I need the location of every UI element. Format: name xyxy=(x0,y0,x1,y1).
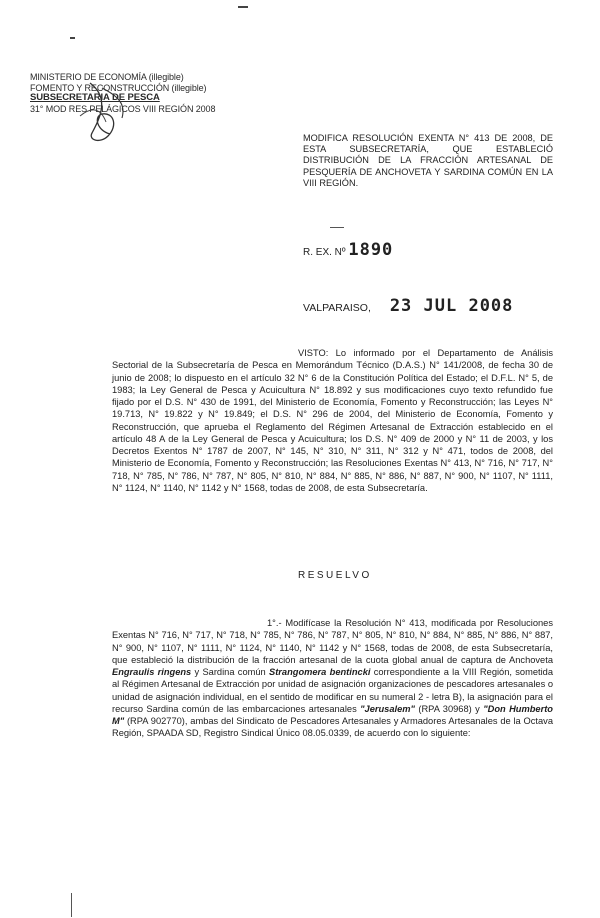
subject-block: MODIFICA RESOLUCIÓN EXENTA N° 413 DE 2008, DE ESTA SUBSECRETARÍA, QUE ESTABLECIÓ DISTRIBUCIÓN DE LA FRACCIÓN ARTESANAL DE PESQUERÍA DE ANCHOVETA Y SARDINA COMÚN EN LA VIII REGIÓN. xyxy=(303,133,553,188)
scan-mark xyxy=(330,227,344,228)
vessel-name: "Don Humberto M" xyxy=(112,703,553,726)
resuelvo-heading: RESUELVO xyxy=(298,570,372,581)
article-text-segment: 1°.- Modifícase la Resolución N° 413, modificada por Resoluciones Exentas N° 716, N° 717, N° 718, N° 785, N° 786, N° 787, N° 805, N° 810, N° 884, N° 885, N° 886, N° 887, N° 900, N° 1107, N° 1111, N° 1124, N° 1140, N° 1142 y N° 1568, todas de 2008, de esta Subsecretaría, que estableció la distribución de la fracción artesanal de la cuota global anual de captura de Anchoveta xyxy=(112,618,553,665)
article-text-segment: (RPA 902770), ambas del Sindicato de Pescadores Artesanales y Armadores Artesanales de la Octava Región, SPAADA SD, Registro Sindical Único 08.05.0339, de acuerdo con lo siguiente: xyxy=(112,716,553,739)
scan-edge-mark xyxy=(71,893,72,917)
scan-mark xyxy=(70,37,75,39)
stamp-line-fomento: FOMENTO Y RECONSTRUCCIÓN (illegible) xyxy=(30,82,207,93)
article-text-segment: correspondiente a la VIII Región, sometida al Régimen Artesanal de Extracción por unidad de asignación organizaciones de pescadores artesanales o unidad de asignación individual, en el sentido de modificar en su numeral 2 - letra B), la asignación para el recurso Sardina común de las embarcaciones artesanales xyxy=(112,667,553,714)
vessel-name: "Jerusalem" xyxy=(360,703,415,714)
resolution-stamp-number: 1890 xyxy=(348,240,394,260)
place-date xyxy=(303,296,513,316)
date-stamp: 23 JUL 2008 xyxy=(389,296,514,316)
stamp-line-subsecretaria: SUBSECRETARIA DE PESCA xyxy=(30,92,160,103)
stamp-line-reference: 31° MOD RES PELÁGICOS VIII REGIÓN 2008 xyxy=(30,103,216,114)
signature-icon xyxy=(70,78,160,153)
visto-paragraph xyxy=(112,347,553,494)
resolution-label: R. EX. Nº xyxy=(303,247,346,258)
place: VALPARAISO, xyxy=(303,302,371,314)
article-text-segment: (RPA 30968) y xyxy=(414,703,484,714)
article-1-text xyxy=(112,617,553,740)
resolution-number xyxy=(303,240,393,260)
article-text-segment: y Sardina común xyxy=(191,667,269,677)
scan-mark xyxy=(238,6,248,8)
stamp-line-ministry: MINISTERIO DE ECONOMÍA (illegible) xyxy=(30,72,184,82)
species-name: Engraulis ringens xyxy=(112,667,192,677)
article-1 xyxy=(112,617,553,740)
visto-text: VISTO: Lo informado por el Departamento de Análisis Sectorial de la Subsecretaría de Pesca en Memorándum Técnico (D.A.S.) N° 141/2008, de fecha 30 de junio de 2008; lo dispuesto en el artículo 32 N° 6 de la Constitución Política del Estado; el D.F.L. N° 5, de 1983; la Ley General de Pesca y Acuicultura N° 18.892 y sus modificaciones cuyo texto refundido fue fijado por el D.S. N° 430 de 1991, del Ministerio de Economía, Fomento y Reconstrucción; las Leyes N° 19.713, N° 19.822 y N° 19.849; el D.S. N° 296 de 2004, del Ministerio de Economía, Fomento y Reconstrucción, que aprueba el Reglamento del Régimen Artesanal de Extracción establecido en el artículo 48 A de la Ley General de Pesca y Acuicultura; los D.S. N° 409 de 2000 y N° 11 de 2003, y los Decretos Exentos N° 1787 de 2007, N° 145, N° 310, N° 311, N° 312 y N° 471, todos de 2008, del Ministerio de Economía, Fomento y Reconstrucción; las Resoluciones Exentas N° 413, N° 716, N° 717, N° 718, N° 785, N° 786, N° 787, N° 805, N° 810, N° 884, N° 885, N° 886, N° 887, N° 900, N° 1107, N° 1111, N° 1124, N° 1140, N° 1142 y N° 1568, todas de 2008, de esta Subsecretaría. xyxy=(112,348,553,493)
species-name: Strangomera bentincki xyxy=(269,667,371,677)
